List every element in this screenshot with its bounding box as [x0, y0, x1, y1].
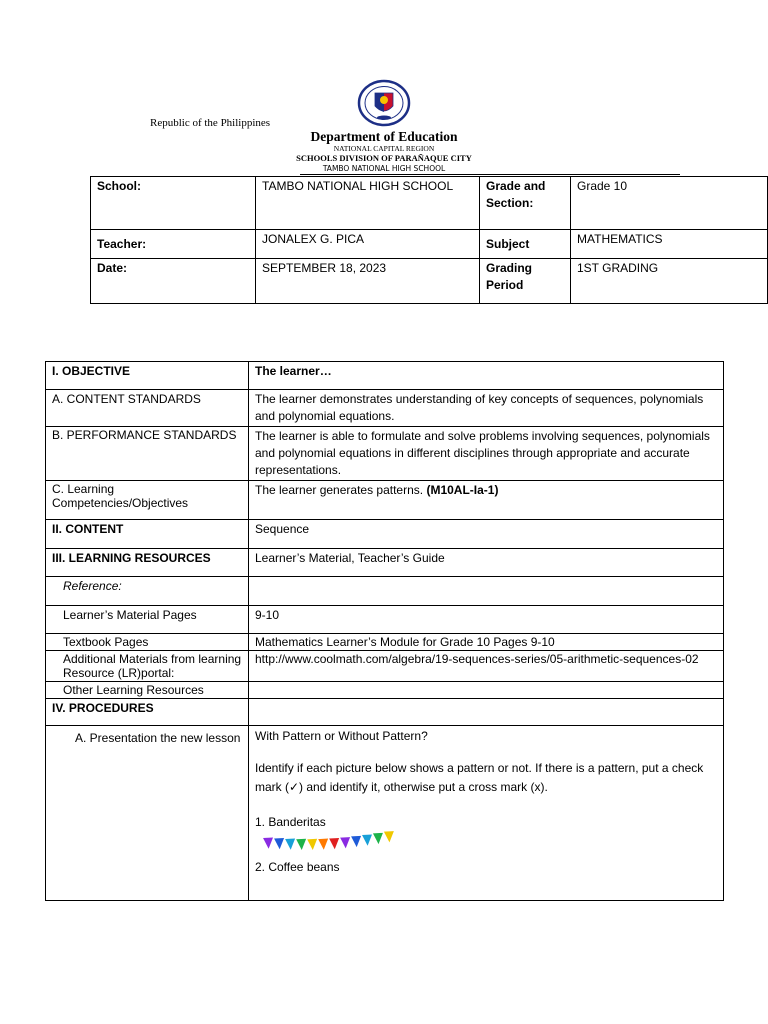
school-value: TAMBO NATIONAL HIGH SCHOOL [256, 177, 480, 230]
lm-pages-value: 9-10 [249, 606, 724, 634]
textbook-value: Mathematics Learner’s Module for Grade 10 Pages 9-10 [249, 634, 724, 651]
pennant-flag [263, 837, 274, 849]
school-subheader: TAMBO NATIONAL HIGH SCHOOL [322, 164, 446, 173]
resources-label: III. LEARNING RESOURCES [46, 549, 249, 577]
performance-standards-value: The learner is able to formulate and solve problems involving sequences, polynomials and polynomial equations in different disciplines through appropriate and accurate representations. [249, 427, 724, 481]
competencies-cell [249, 481, 724, 520]
teacher-value: JONALEX G. PICA [256, 230, 480, 259]
pennant-flag [362, 834, 373, 846]
school-info-table [90, 176, 768, 304]
pennant-flag [318, 839, 329, 851]
pennant-flag [384, 831, 395, 843]
pennant-flag [296, 839, 307, 851]
textbook-label: Textbook Pages [46, 634, 249, 651]
item-coffee-beans: 2. Coffee beans [255, 860, 340, 874]
objective-label: I. OBJECTIVE [46, 362, 249, 390]
other-resources-value [249, 682, 724, 699]
department-title: Department of Education [310, 129, 458, 144]
presentation-label: A. Presentation the new lesson [46, 726, 249, 901]
pennant-flag [285, 838, 296, 850]
content-value: Sequence [249, 520, 724, 549]
date-value: SEPTEMBER 18, 2023 [256, 259, 480, 304]
item-banderitas: 1. Banderitas [255, 815, 326, 829]
pennant-flag [340, 837, 351, 849]
division-line: SCHOOLS DIVISION OF PARAÑAQUE CITY [296, 153, 472, 163]
deped-seal-icon [357, 79, 411, 127]
performance-standards-label: B. PERFORMANCE STANDARDS [46, 427, 249, 481]
presentation-title: With Pattern or Without Pattern? [255, 729, 428, 743]
pennant-flag [274, 838, 285, 850]
grade-label: Grade and Section: [480, 177, 571, 230]
objective-value: The learner… [249, 362, 724, 390]
date-label: Date: [91, 259, 256, 304]
region-line: NATIONAL CAPITAL REGION [333, 144, 435, 153]
resources-value: Learner’s Material, Teacher’s Guide [249, 549, 724, 577]
grading-label: Grading Period [480, 259, 571, 304]
content-label: II. CONTENT [46, 520, 249, 549]
presentation-cell [249, 726, 724, 901]
content-standards-value: The learner demonstrates understanding of key concepts of sequences, polynomials and polynomial equations. [249, 390, 724, 427]
pennant-flag [329, 838, 340, 850]
header-divider [300, 174, 680, 175]
pennant-flag [351, 836, 362, 848]
grade-value: Grade 10 [571, 177, 768, 230]
lm-pages-label: Learner’s Material Pages [46, 606, 249, 634]
school-label: School: [91, 177, 256, 230]
competencies-value: The learner generates patterns. [255, 483, 424, 497]
procedures-label: IV. PROCEDURES [46, 699, 249, 726]
pennant-flag [373, 833, 384, 845]
republic-line: Republic of the Philippines [150, 117, 271, 129]
competencies-label: C. Learning Competencies/Objectives [46, 481, 249, 520]
lesson-plan-table [45, 361, 724, 901]
teacher-label: Teacher: [91, 230, 256, 259]
pennant-flag [307, 839, 318, 851]
additional-materials-link[interactable]: http://www.coolmath.com/algebra/19-sequences-series/05-arithmetic-sequences-02 [249, 651, 724, 682]
additional-materials-label: Additional Materials from learning Resource (LR)portal: [46, 651, 249, 682]
reference-value [249, 577, 724, 606]
procedures-value [249, 699, 724, 726]
subject-value: MATHEMATICS [571, 230, 768, 259]
competency-code: (M10AL-Ia-1) [426, 483, 499, 497]
content-standards-label: A. CONTENT STANDARDS [46, 390, 249, 427]
subject-label: Subject [480, 230, 571, 259]
reference-label: Reference: [46, 577, 249, 606]
grading-value: 1ST GRADING [571, 259, 768, 304]
other-resources-label: Other Learning Resources [46, 682, 249, 699]
presentation-instructions: Identify if each picture below shows a pattern or not. If there is a pattern, put a check mark (✓) and identify it, otherwise put a cross mark (x). [255, 761, 704, 794]
